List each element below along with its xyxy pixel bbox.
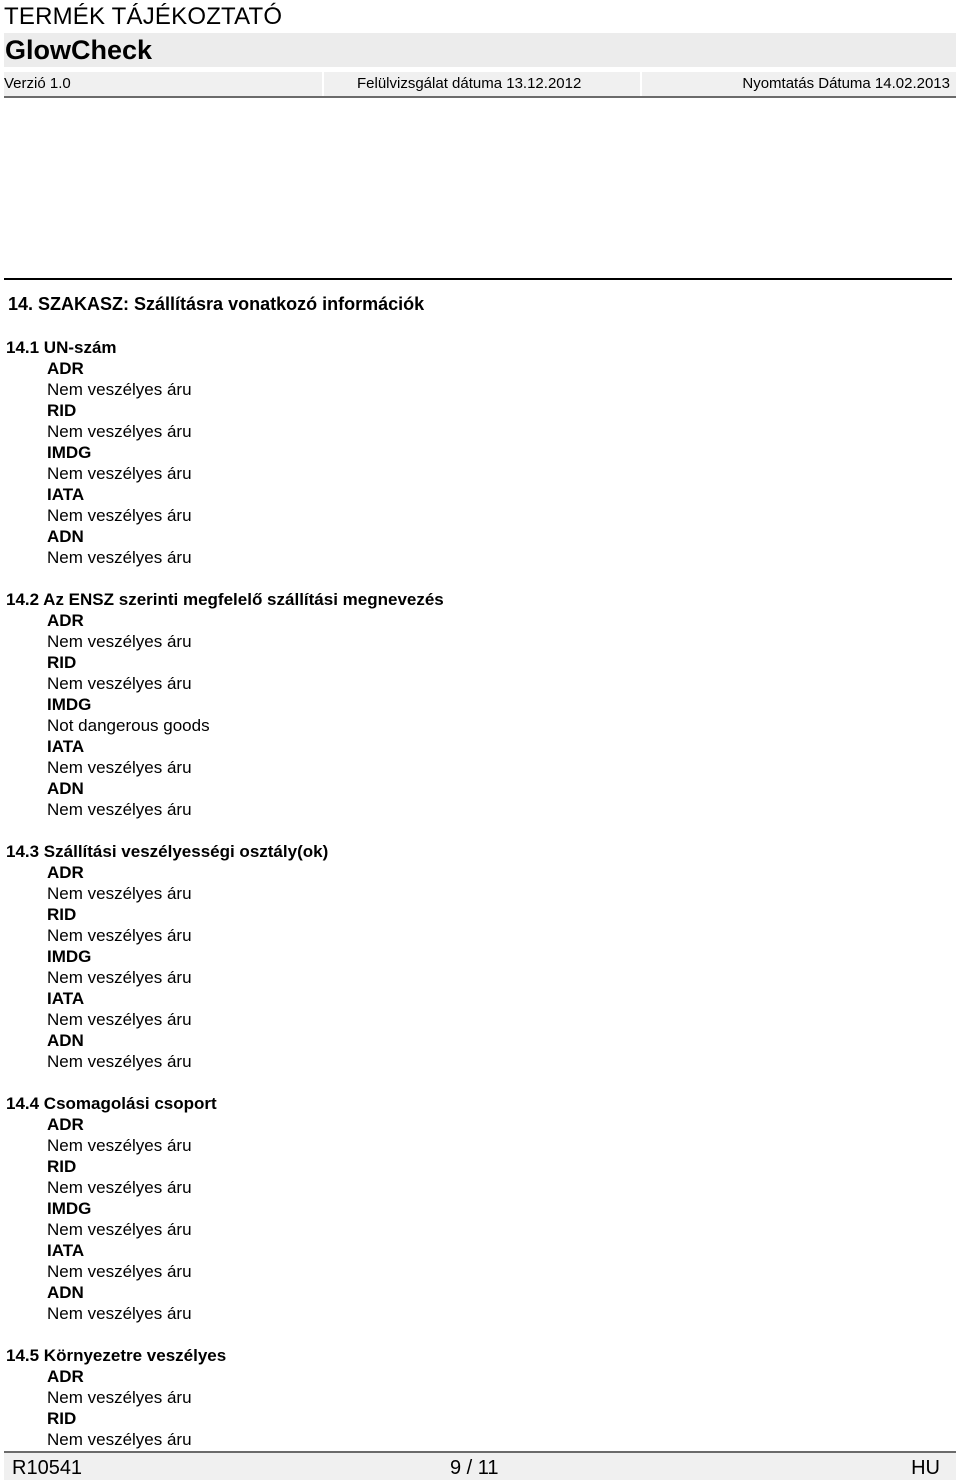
document-type-title: TERMÉK TÁJÉKOZTATÓ	[4, 3, 283, 30]
subsection-title: 14.3 Szállítási veszélyességi osztály(ok)	[6, 842, 329, 861]
transport-mode-value: Nem veszélyes áru	[47, 1430, 192, 1449]
transport-mode-entry	[0, 443, 960, 485]
subsection-title: 14.4 Csomagolási csoport	[6, 1094, 217, 1113]
transport-mode-value: Nem veszélyes áru	[47, 674, 192, 693]
meta-divider	[640, 72, 642, 96]
transport-mode-entry	[0, 653, 960, 695]
transport-mode-name: IATA	[47, 989, 85, 1008]
subsection	[0, 589, 960, 821]
transport-mode-entry	[0, 1367, 960, 1409]
meta-divider	[322, 72, 324, 96]
subsection	[0, 1093, 960, 1325]
transport-mode-name: ADR	[47, 863, 84, 882]
transport-mode-entry	[0, 779, 960, 821]
transport-mode-entry	[0, 1031, 960, 1073]
transport-mode-name: IATA	[47, 1241, 85, 1260]
transport-mode-value: Nem veszélyes áru	[47, 758, 192, 777]
transport-mode-value: Nem veszélyes áru	[47, 1178, 192, 1197]
product-name: GlowCheck	[4, 33, 956, 67]
version-label: Verzió 1.0	[4, 75, 71, 92]
transport-mode-entry	[0, 1199, 960, 1241]
subsection-title: 14.2 Az ENSZ szerinti megfelelő szállítási megnevezés	[6, 590, 444, 609]
transport-mode-name: RID	[47, 1157, 77, 1176]
transport-mode-name: ADN	[47, 527, 84, 546]
transport-mode-entry	[0, 527, 960, 569]
transport-mode-name: IMDG	[47, 947, 92, 966]
transport-mode-entry	[0, 611, 960, 653]
transport-mode-name: RID	[47, 653, 77, 672]
section-divider	[4, 278, 952, 280]
transport-mode-name: RID	[47, 905, 77, 924]
transport-mode-name: IATA	[47, 485, 85, 504]
transport-mode-value: Nem veszélyes áru	[47, 926, 192, 945]
transport-mode-name: RID	[47, 401, 77, 420]
transport-mode-value: Nem veszélyes áru	[47, 1220, 192, 1239]
transport-mode-name: ADR	[47, 611, 84, 630]
transport-mode-value: Nem veszélyes áru	[47, 1262, 192, 1281]
transport-mode-value: Not dangerous goods	[47, 716, 210, 735]
transport-mode-value: Nem veszélyes áru	[47, 380, 192, 399]
transport-mode-name: RID	[47, 1409, 77, 1428]
transport-mode-entry	[0, 485, 960, 527]
transport-mode-name: ADN	[47, 779, 84, 798]
transport-mode-name: ADR	[47, 359, 84, 378]
transport-mode-value: Nem veszélyes áru	[47, 1136, 192, 1155]
transport-mode-entry	[0, 1241, 960, 1283]
transport-mode-value: Nem veszélyes áru	[47, 422, 192, 441]
transport-mode-name: IATA	[47, 737, 85, 756]
transport-mode-name: IMDG	[47, 695, 92, 714]
transport-mode-name: IMDG	[47, 443, 92, 462]
transport-mode-value: Nem veszélyes áru	[47, 1052, 192, 1071]
transport-mode-name: ADN	[47, 1031, 84, 1050]
revision-date: Felülvizsgálat dátuma 13.12.2012	[357, 75, 582, 92]
transport-mode-name: IMDG	[47, 1199, 92, 1218]
transport-mode-entry	[0, 1409, 960, 1451]
transport-mode-value: Nem veszélyes áru	[47, 464, 192, 483]
language-code: HU	[911, 1457, 940, 1479]
transport-mode-value: Nem veszélyes áru	[47, 1304, 192, 1323]
transport-mode-entry	[0, 863, 960, 905]
transport-mode-value: Nem veszélyes áru	[47, 632, 192, 651]
transport-mode-entry	[0, 1115, 960, 1157]
section-title: 14. SZAKASZ: Szállításra vonatkozó információk	[8, 294, 425, 314]
transport-mode-name: ADN	[47, 1283, 84, 1302]
subsection-title: 14.5 Környezetre veszélyes	[6, 1346, 227, 1365]
subsection	[0, 337, 960, 569]
transport-mode-value: Nem veszélyes áru	[47, 884, 192, 903]
transport-mode-entry	[0, 401, 960, 443]
transport-subsections	[0, 337, 960, 1471]
page-number: 9 / 11	[450, 1457, 499, 1479]
transport-mode-entry	[0, 695, 960, 737]
transport-mode-name: ADR	[47, 1367, 84, 1386]
subsection	[0, 841, 960, 1073]
subsection	[0, 1345, 960, 1451]
transport-mode-entry	[0, 359, 960, 401]
transport-mode-name: ADR	[47, 1115, 84, 1134]
transport-mode-entry	[0, 737, 960, 779]
print-date: Nyomtatás Dátuma 14.02.2013	[742, 75, 950, 92]
transport-mode-entry	[0, 1283, 960, 1325]
document-header	[4, 3, 956, 98]
subsection-title: 14.1 UN-szám	[6, 338, 117, 357]
transport-mode-value: Nem veszélyes áru	[47, 548, 192, 567]
transport-mode-value: Nem veszélyes áru	[47, 800, 192, 819]
transport-mode-value: Nem veszélyes áru	[47, 968, 192, 987]
transport-mode-entry	[0, 989, 960, 1031]
transport-mode-entry	[0, 905, 960, 947]
transport-mode-value: Nem veszélyes áru	[47, 1010, 192, 1029]
transport-mode-entry	[0, 1157, 960, 1199]
document-meta-bar	[4, 72, 956, 98]
transport-mode-entry	[0, 947, 960, 989]
document-code: R10541	[12, 1457, 83, 1479]
transport-mode-value: Nem veszélyes áru	[47, 506, 192, 525]
document-footer	[4, 1451, 956, 1480]
transport-mode-value: Nem veszélyes áru	[47, 1388, 192, 1407]
